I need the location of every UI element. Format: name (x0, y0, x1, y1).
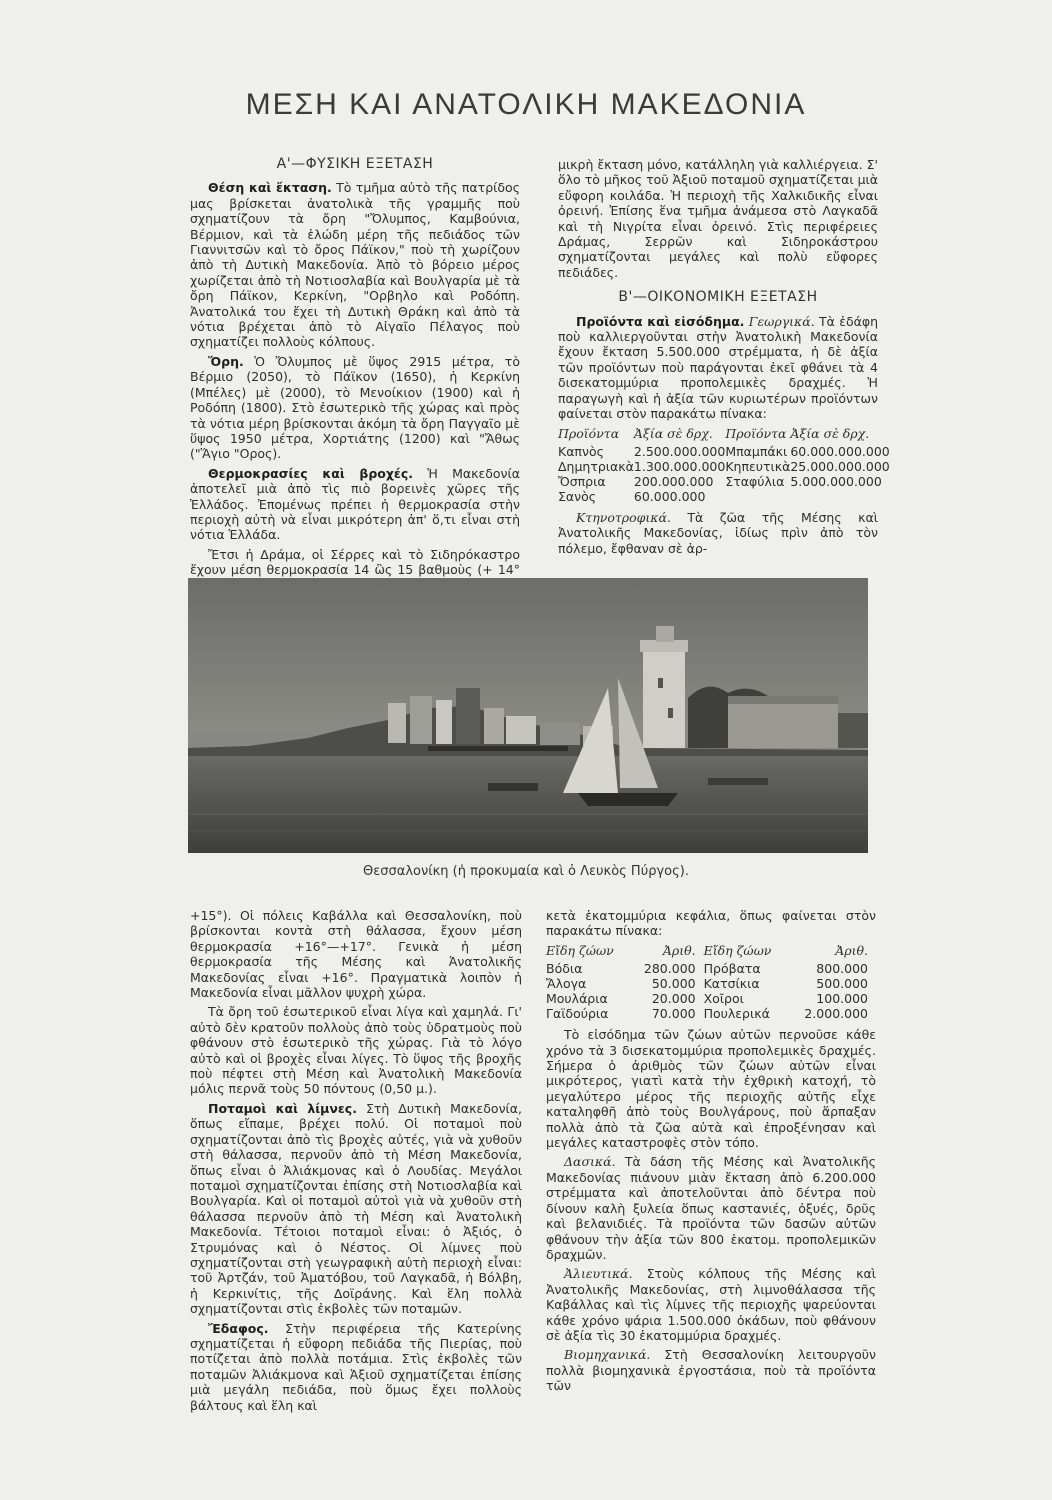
table-cell: Πρόβατα (703, 961, 761, 977)
table-header: Εἴδη ζώων (703, 942, 772, 958)
paragraph-subhead: Δασικά. (564, 1154, 616, 1170)
table-cell: Σανὸς (558, 488, 597, 504)
section-b-heading: Β'—ΟΙΚΟΝΟΜΙΚΗ ΕΞΕΤΑΣΗ (618, 289, 818, 306)
column-lower-left (190, 908, 522, 1417)
table-cell: 60.000.000 (633, 488, 706, 504)
livestock-table (546, 943, 876, 1021)
paragraph-text: Τὸ τμῆμα αὐτὸ τῆς πατρίδος μας βρίσκεται ἀνατολικὰ τῆς γραμμῆς ποὺ σχηματίζουν τὰ ὄρη "Ὄλυμπος, Καμβούνια, Βέρμιον, καὶ τὰ ἑλώδη μέρη τῆς πεδιάδος τῶν Γιαννιτσῶν καὶ τὸ ὄρος Πάϊκον," ποὺ τὴ χωρίζουν ἀπὸ τὴ Δυτικὴ Μακεδονία. Ἀπὸ τὸ βόρειο μέρος χωρίζεται ἀπὸ τὴ Νοτιοσλαβία καὶ Βουλγαρία μὲ τὰ ὄρη Πάϊκον, Κερκίνη, "Ορβηλο καὶ Ροδόπη. Ἀνατολικά του ἔχει τὴ Δυτικὴ Θράκη καὶ ἀπὸ τὰ νότια βρέχεται ἀπὸ τὸ Αἰγαῖο Πέλαγος ποὺ σχηματίζει πολλοὺς κόλπους. (190, 180, 520, 350)
paragraph-terrain-cont: μικρὴ ἔκταση μόνο, κατάλληλη γιὰ καλλιέργεια. Σ' ὅλο τὸ μῆκος τοῦ Ἀξιοῦ ποταμοῦ σχηματίζεται μιὰ εὔφορη κοιλάδα. Ἡ περιοχὴ τῆς Χαλκιδικῆς εἶναι ὀρεινή. Ἐπίσης ἕνα τμῆμα ἀνάμεσα στὸ Λαγκαδᾶ καὶ τὴ Νιγρίτα εἶναι ὀρεινό. Στὶς περιφέρειες Δράμας, Σερρῶν καὶ Σιδηροκάστρου σχηματίζονται μεγάλες καὶ πολὺ εὔφορες πεδιάδες. (558, 157, 878, 280)
paragraph-temperature-cities: Ἔτσι ἡ Δράμα, οἱ Σέρρες καὶ τὸ Σιδηρόκαστρο ἔχουν μέση θερμοκρασία 14 ὣς 15 βαθμοὺς (+ 14° (190, 546, 520, 578)
table-header: Προϊόντα (558, 425, 620, 441)
paragraph-head: Προϊόντα καὶ εἰσόδημα. (576, 313, 745, 329)
paragraph-temperature (190, 466, 520, 543)
table-row (558, 474, 890, 489)
column-upper-left (190, 157, 520, 597)
paragraph-text: Στὴ Θεσσαλονίκη λειτουργοῦν πολλὰ βιομηχανικὰ ἐργοστάσια, ποὺ τὰ προϊόντα τῶν (546, 1347, 876, 1394)
harbor-photo-image (188, 578, 868, 853)
table-cell: 2.000.000 (804, 1006, 868, 1022)
table-cell: 800.000 (816, 961, 868, 977)
table-cell: 25.000.000.000 (790, 458, 890, 474)
table-cell: Μπαμπάκι (725, 443, 788, 459)
table-cell: Πουλερικά (703, 1006, 770, 1022)
paragraph-rainfall: Τὰ ὄρη τοῦ ἐσωτερικοῦ εἶναι λίγα καὶ χαμηλά. Γι' αὐτὸ δὲν κρατοῦν πολλοὺς ἀπὸ τοὺς ὑδρατμοὺς ποὺ φθάνουν στὸ ἐσωτερικὸ τῆς χώρας. Γιὰ τὸ λόγο αὐτὸ καὶ οἱ βροχὲς εἶναι λίγες. Τὸ ὕψος τῆς βροχῆς ποὺ πέφτει στὴ Μέση καὶ Ἀνατολικὴ Μακεδονία μόλις περνᾶ τοὺς 50 πόντους (0,50 μ.). (190, 1004, 522, 1097)
table-cell: Ἄλογα (546, 976, 587, 992)
table-cell: Δημητριακὰ (558, 458, 634, 474)
paragraph-head: Ἔδαφος. (208, 1320, 269, 1336)
paragraph-head: Ὄρη. (208, 353, 244, 369)
table-cell: Μουλάρια (546, 991, 608, 1007)
table-header: Ἀριθ. (662, 942, 696, 958)
photo-caption: Θεσσαλονίκη (ἡ προκυμαία καὶ ὁ Λευκὸς Πύργος). (363, 864, 689, 879)
table-header: Ἀξία σὲ δρχ. (790, 425, 870, 441)
page-title: ΜΕΣΗ ΚΑΙ ΑΝΑΤΟΛΙΚΗ ΜΑΚΕΔΟΝΙΑ (245, 88, 807, 121)
table-cell: 5.000.000.000 (790, 473, 882, 489)
paragraph-head: Ποταμοὶ καὶ λίμνες. (208, 1100, 357, 1116)
paragraph-industry (546, 1347, 876, 1393)
table-header: Εἴδη ζώων (546, 942, 614, 958)
paragraph-head: Θέση καὶ ἔκταση. (208, 180, 332, 196)
table-row (546, 976, 876, 991)
paragraph-mountains (190, 354, 520, 462)
paragraph-livestock-income: Τὸ εἰσόδημα τῶν ζώων αὐτῶν περνοῦσε κάθε χρόνο τὰ 3 δισεκατομμύρια προπολεμικὲς δραχμές. Σήμερα ὁ ἀριθμὸς τῶν ζώων αὐτῶν εἶναι μικρότερος, γιατὶ κατὰ τὴν ἐχθρικὴ κατοχή, τὸ μεγαλύτερο μέρος τῆς περιοχῆς αὐτῆς εἶχε καταληφθῆ ἀπὸ τοὺς Βουλγάρους, ποὺ ἅρπαξαν πολλὰ ἀπὸ τὰ ζῶα αὐτὰ καὶ ἐπροξένησαν καὶ μεγάλες καταστροφὲς στὸν τόπο. (546, 1027, 876, 1151)
table-cell (790, 489, 889, 504)
table-cell: Βόδια (546, 961, 583, 977)
paragraph-subhead: Ἀλιευτικά. (564, 1266, 633, 1282)
paragraph-text: Τὰ δάση τῆς Μέσης καὶ Ἀνατολικῆς Μακεδονίας πιάνουν μιὰν ἔκταση ἀπὸ 6.200.000 στρέμματα καὶ ἀποτελοῦνται ἀπὸ δέντρα ποὺ δίνουν καλὴ ξυλεία ὅπως καστανιές, ὀξυές, δρῦς καὶ βελανιδιές. Τὰ προϊόντα τῶν δασῶν αὐτῶν φθάνουν τὴν ἀξία τῶν 800 ἑκατομ. προπολεμικῶν δραχμῶν. (546, 1154, 876, 1262)
paragraph-text: Ἡ Μακεδονία ἀποτελεῖ μιὰ ἀπὸ τὶς πιὸ βορεινὲς χῶρες τῆς Ἑλλάδος. Ἐπομένως πρέπει ἡ θερμοκρασία στὴν περιοχὴ αὐτὴ νὰ εἶναι μικρότερη ἀπ' ὅ,τι εἶναι στὴ νότια Ἑλλάδα. (190, 465, 520, 543)
paragraph-subhead: Γεωργικά. (748, 313, 815, 329)
products-table (558, 426, 890, 504)
table-cell: 50.000 (651, 976, 696, 992)
table-cell: Καπνὸς (558, 443, 604, 459)
paragraph-text: Στὴν περιφέρεια τῆς Κατερίνης σχηματίζεται ἡ εὔφορη πεδιάδα τῆς Πιερίας, ποὺ ποτίζεται ἀπὸ πολλὰ ποτάμια. Στὶς ἐκβολὲς τῶν ποταμῶν Ἀλιάκμονα καὶ Ἀξιοῦ σχηματίζεται ἐπίσης μιὰ μεγάλη πεδιάδα, ποὺ ὅμως ἔχει πολλοὺς βάλτους καὶ ἕλη καὶ (190, 1320, 522, 1413)
table-cell: 500.000 (816, 976, 868, 992)
paragraph-livestock-cont: κετὰ ἑκατομμύρια κεφάλια, ὅπως φαίνεται στὸν παρακάτω πίνακα: (546, 908, 876, 939)
column-lower-right (546, 908, 876, 1398)
table-cell: 60.000.000.000 (790, 443, 890, 459)
table-cell: 70.000 (651, 1006, 696, 1022)
paragraph-temperature-coast: +15°). Οἱ πόλεις Καβάλλα καὶ Θεσσαλονίκη, ποὺ βρίσκονται κοντὰ στὴ θάλασσα, ἔχουν μέση θερμοκρασία +16°—+17°. Γενικὰ ἡ μέση θερμοκρασία τῆς Μέσης καὶ Ἀνατολικῆς Μακεδονίας εἶναι +16°. Πραγματικὰ λοιπὸν ἡ Μακεδονία εἶναι μᾶλλον ψυχρὴ χώρα. (190, 908, 522, 1001)
table-row (546, 961, 876, 976)
table-cell: Κατσίκια (703, 976, 760, 992)
paragraph-text: Τὰ ζῶα τῆς Μέσης καὶ Ἀνατολικῆς Μακεδονίας, ἰδίως πρὶν ἀπὸ τὸν πόλεμο, ἔφθαναν σὲ ἀρ- (558, 509, 878, 556)
paragraph-text: Στοὺς κόλπους τῆς Μέσης καὶ Ἀνατολικῆς Μακεδονίας, στὴ λιμνοθάλασσα τῆς Καβάλλας καὶ τὶς λίμνες τῆς περιοχῆς ψαρεύονται κάθε χρόνο ψάρια 1.500.000 ὀκάδων, ποὺ φθάνουν σὲ ἀξία τὶς 30 ἑκατομμύρια δραχμές. (546, 1266, 876, 1343)
paragraph-fishing (546, 1266, 876, 1343)
table-row (546, 1006, 876, 1021)
paragraph-soil (190, 1321, 522, 1413)
paragraph-position (190, 180, 520, 349)
paragraph-livestock (558, 510, 878, 556)
table-cell (725, 489, 790, 504)
table-header-row (558, 426, 890, 444)
table-header: Προϊόντα (725, 425, 787, 441)
paragraph-text: Ὁ Ὄλυμπος μὲ ὕψος 2915 μέτρα, τὸ Βέρμιο (2050), τὸ Πάϊκον (1650), ἡ Κερκίνη (Μπέλες) μὲ (2000), τὸ Μενοίκιον (1900) καὶ ἡ Ροδόπη (1800). Στὸ ἐσωτερικὸ τῆς χώρας καὶ πρὸς τὰ νότια μέρη βρίσκονται ἀκόμη τὰ ὄρη Παγγαῖο μὲ ὕψος 1950 μέτρα, Χορτιάτης (1200) καὶ "Ἄθως ("Ἅγιο "Ορος). (190, 353, 520, 462)
table-cell: Ὄσπρια (558, 473, 606, 489)
table-cell: Σταφύλια (725, 473, 785, 489)
table-row (546, 991, 876, 1006)
section-a-heading: Α'—ΦΥΣΙΚΗ ΕΞΕΤΑΣΗ (276, 156, 434, 172)
paragraph-subhead: Κτηνοτροφικά. (576, 509, 671, 525)
paragraph-text: Τὰ ἐδάφη ποὺ καλλιεργοῦνται στὴν Ἀνατολικὴ Μακεδονία ἔχουν ἔκταση 5.500.000 στρέμματα, ἡ δὲ ἀξία τῶν προϊόντων ποὺ παράγονται ἐκεῖ φθάνει τὰ 4 δισεκατομμύρια προπολεμικὲς δραχμές. Ἡ παραγωγὴ καὶ ἡ ἀξία τῶν κυριωτέρων προϊόντων φαίνεται στὸν παρακάτω πίνακα: (558, 313, 879, 422)
table-cell: Γαϊδούρια (546, 1006, 609, 1022)
table-cell: 200.000.000 (633, 473, 714, 489)
photo-thessaloniki (188, 578, 868, 853)
paragraph-rivers (190, 1101, 522, 1317)
table-row (558, 459, 890, 474)
table-header: Ἀριθ. (835, 942, 868, 958)
paragraph-products (558, 314, 878, 422)
table-cell: 1.300.000.000 (633, 458, 726, 474)
paragraph-forestry (546, 1154, 876, 1262)
table-header-row (546, 943, 876, 961)
table-cell: 20.000 (651, 991, 696, 1007)
paragraph-text: Στὴ Δυτικὴ Μακεδονία, ὅπως εἴπαμε, βρέχει πολύ. Οἱ ποταμοὶ ποὺ σχηματίζονται ἀπὸ τὶς βροχὲς αὐτές, γιὰ νὰ χυθοῦν στὴ θάλασσα, περνοῦν ἀπὸ τὴ Μέση Μακεδονία, ὅπως εἶναι ὁ Ἀλιάκμονας καὶ ὁ Λουδίας. Μεγάλοι ποταμοὶ σχηματίζονται ἐπίσης στὴ Νοτιοσλαβία καὶ Βουλγαρία. Καὶ οἱ ποταμοὶ αὐτοὶ γιὰ νὰ χυθοῦν στὴ θάλασσα περνοῦν ἀπὸ τὴ Μέση καὶ Ἀνατολικὴ Μακεδονία. Τέτοιοι ποταμοὶ εἶναι: ὁ Ἀξιός, ὁ Στρυμόνας καὶ ὁ Νέστος. Οἱ λίμνες ποὺ σχηματίζονται στὴ γεωγραφικὴ αὐτὴ περιοχὴ εἶναι: τοῦ Ἀρτζάν, τοῦ Ἀματόβου, τοῦ Λαγκαδᾶ, ἡ Βόλβη, ἡ Κερκινίτις, τῆς Δοϊράνης. Καὶ ἕλη πολλὰ σχηματίζονται στὶς ἐκβολὲς τῶν ποταμῶν. (190, 1100, 522, 1317)
table-row (558, 489, 890, 504)
table-cell: Κηπευτικὰ (725, 458, 791, 474)
table-row (558, 444, 890, 459)
table-cell: Χοῖροι (703, 991, 744, 1007)
table-header: Ἀξία σὲ δρχ. (633, 425, 713, 441)
paragraph-head: Θερμοκρασίες καὶ βροχές. (208, 465, 414, 481)
table-cell: 280.000 (643, 961, 696, 977)
table-cell: 2.500.000.000 (633, 443, 726, 459)
paragraph-subhead: Βιομηχανικά. (564, 1347, 651, 1363)
column-upper-right (558, 157, 890, 560)
table-cell: 100.000 (816, 991, 868, 1007)
